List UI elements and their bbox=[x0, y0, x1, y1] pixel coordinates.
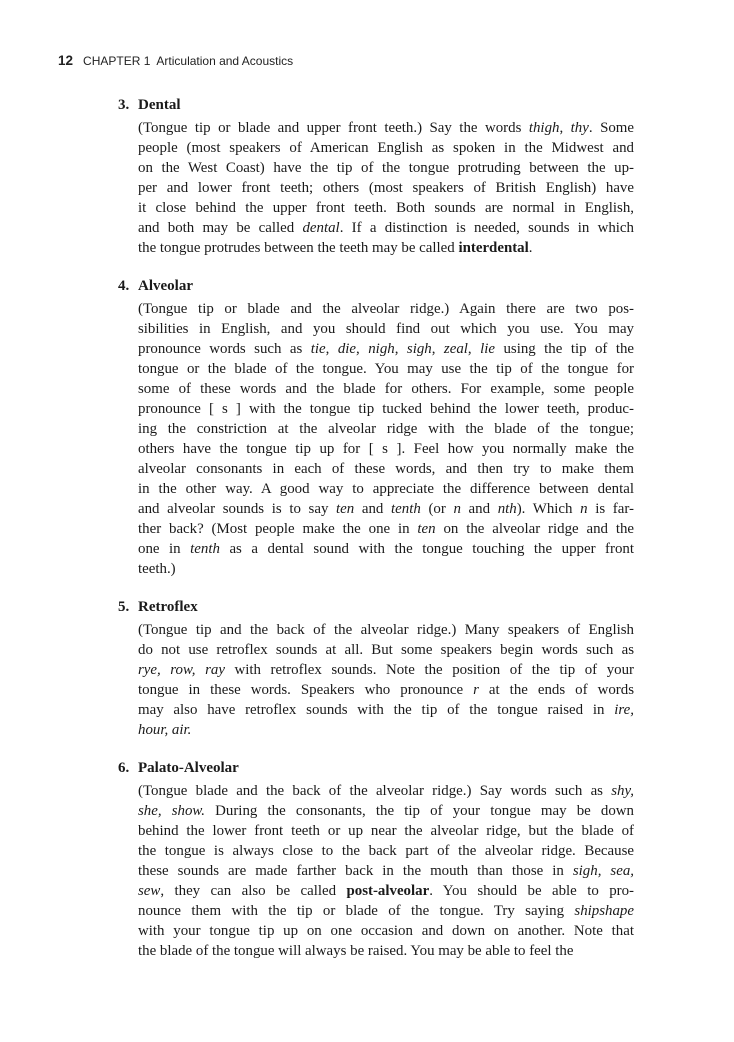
section-number: 4. bbox=[118, 278, 130, 294]
text-run: the blade of the tongue will always be raised. You may be able to feel the bbox=[138, 943, 574, 959]
text-run: , bbox=[394, 341, 407, 357]
text-run: alveolar consonants in each of these words, and then try to make them bbox=[138, 461, 634, 477]
text-run: teeth.) bbox=[138, 561, 176, 577]
paragraph-line bbox=[138, 539, 634, 559]
chapter-title: Articulation and Acoustics bbox=[156, 54, 294, 68]
paragraph-line bbox=[138, 841, 634, 861]
paragraph-line bbox=[138, 339, 634, 359]
text-run: (Tongue tip or blade and upper front teeth.) Say the words bbox=[138, 120, 529, 136]
text-run: (Tongue tip and the back of the alveolar ridge.) Many speakers of English bbox=[138, 622, 634, 638]
text-run: pronounce [ s ] with the tongue tip tucked behind the lower teeth, produc- bbox=[138, 401, 634, 417]
italic-text: thigh bbox=[528, 120, 560, 136]
text-run: . bbox=[528, 240, 533, 256]
text-run: at the ends of words bbox=[478, 682, 634, 698]
text-run: some of these words and the blade for others. For example, some people bbox=[138, 381, 634, 397]
italic-text: nigh bbox=[368, 341, 395, 357]
text-run: , bbox=[325, 341, 338, 357]
paragraph-line bbox=[138, 379, 634, 399]
italic-text: shipshape bbox=[574, 903, 634, 919]
text-run: ). Which bbox=[516, 501, 581, 517]
text-run: on the West Coast) have the tip of the tongue protruding between the up- bbox=[138, 160, 634, 176]
text-run: is far- bbox=[587, 501, 634, 517]
text-run: , bbox=[356, 341, 369, 357]
text-run: . Some bbox=[588, 120, 634, 136]
italic-text: sigh, sea, bbox=[572, 863, 635, 879]
paragraph-line bbox=[138, 299, 634, 319]
paragraph-line bbox=[138, 620, 634, 640]
text-run: with your tongue tip up on one occasion and down on another. Note that bbox=[138, 923, 634, 939]
text-run: ther back? (Most people make the one in bbox=[138, 521, 418, 537]
section-heading bbox=[118, 95, 634, 115]
italic-text: sigh bbox=[406, 341, 432, 357]
text-run: as a dental sound with the tongue touching the upper front bbox=[219, 541, 635, 557]
paragraph-line bbox=[138, 459, 634, 479]
italic-text: tenth bbox=[190, 541, 220, 557]
italic-text: nth bbox=[497, 501, 517, 517]
paragraph-line bbox=[138, 419, 634, 439]
paragraph-line bbox=[138, 640, 634, 660]
section-heading bbox=[118, 597, 634, 617]
bold-term: post-alveolar bbox=[346, 883, 430, 899]
italic-text: dental bbox=[302, 220, 340, 236]
italic-text: lie bbox=[480, 341, 495, 357]
paragraph-line bbox=[138, 178, 634, 198]
paragraph-line bbox=[138, 660, 634, 680]
text-run: pronounce words such as bbox=[138, 341, 311, 357]
text-run: sibilities in English, and you should find out which you use. You may bbox=[138, 321, 634, 337]
text-run: . If a distinction is needed, sounds in which bbox=[339, 220, 634, 236]
italic-text: ire, bbox=[614, 702, 634, 718]
bold-term: interdental bbox=[458, 240, 529, 256]
text-run: may also have retroflex sounds with the tip of the tongue raised in bbox=[138, 702, 615, 718]
paragraph-line bbox=[138, 700, 634, 720]
text-run: , bbox=[559, 120, 571, 136]
section-title: Dental bbox=[138, 97, 181, 113]
text-run: one in bbox=[138, 541, 191, 557]
section-dental bbox=[118, 95, 634, 258]
paragraph-line bbox=[138, 138, 634, 158]
italic-text: tie bbox=[310, 341, 326, 357]
paragraph-line bbox=[138, 399, 634, 419]
paragraph-line bbox=[138, 901, 634, 921]
paragraph-line bbox=[138, 359, 634, 379]
italic-text: zeal bbox=[443, 341, 468, 357]
text-run: others have the tongue tip up for [ s ]. Feel how you normally make the bbox=[138, 441, 634, 457]
section-alveolar bbox=[118, 276, 634, 579]
section-heading bbox=[118, 758, 634, 778]
paragraph-line bbox=[138, 479, 634, 499]
italic-text: die bbox=[337, 341, 357, 357]
text-run: using the tip of the bbox=[495, 341, 635, 357]
page-body bbox=[118, 95, 634, 979]
paragraph-line bbox=[138, 218, 634, 238]
text-run: people (most speakers of American English as spoken in the Midwest and bbox=[138, 140, 634, 156]
italic-text: thy bbox=[570, 120, 589, 136]
text-run: (or bbox=[420, 501, 454, 517]
text-run: the tongue protrudes between the teeth may be called bbox=[138, 240, 459, 256]
text-run: , bbox=[431, 341, 444, 357]
section-number: 5. bbox=[118, 599, 130, 615]
text-run: these sounds are made farther back in the mouth than those in bbox=[138, 863, 573, 879]
text-run: . You should be able to pro- bbox=[429, 883, 635, 899]
paragraph-line bbox=[138, 941, 634, 961]
text-run: nounce them with the tip or blade of the tongue. Try saying bbox=[138, 903, 575, 919]
paragraph-line bbox=[138, 319, 634, 339]
italic-text: ten bbox=[336, 501, 355, 517]
paragraph-line bbox=[138, 439, 634, 459]
paragraph-line bbox=[138, 921, 634, 941]
text-run: and alveolar sounds is to say bbox=[138, 501, 337, 517]
text-run: and both may be called bbox=[138, 220, 303, 236]
section-palato-alveolar bbox=[118, 758, 634, 961]
paragraph-line bbox=[138, 861, 634, 881]
paragraph-line bbox=[138, 881, 634, 901]
text-run: with retroflex sounds. Note the position of the tip of your bbox=[224, 662, 634, 678]
text-run: tongue in these words. Speakers who pronounce bbox=[138, 682, 474, 698]
paragraph-line bbox=[138, 238, 634, 258]
section-title: Alveolar bbox=[138, 278, 193, 294]
text-run: it close behind the upper front teeth. Both sounds are normal in English, bbox=[138, 200, 634, 216]
paragraph-line bbox=[138, 158, 634, 178]
text-run: and bbox=[460, 501, 498, 517]
italic-text: r bbox=[473, 682, 479, 698]
text-run: , bbox=[467, 341, 481, 357]
text-run: on the alveolar ridge and the bbox=[435, 521, 635, 537]
italic-text: tenth bbox=[391, 501, 421, 517]
page-number: 12 bbox=[58, 53, 74, 68]
paragraph-line bbox=[138, 680, 634, 700]
text-run: (Tongue blade and the back of the alveolar ridge.) Say words such as bbox=[138, 783, 612, 799]
italic-text: n bbox=[580, 501, 588, 517]
italic-text: she, show. bbox=[138, 803, 205, 819]
paragraph-line bbox=[138, 519, 634, 539]
paragraph-line bbox=[138, 720, 634, 740]
paragraph-line bbox=[138, 559, 634, 579]
text-run: do not use retroflex sounds at all. But some speakers begin words such as bbox=[138, 642, 634, 658]
italic-text: ten bbox=[417, 521, 436, 537]
italic-text: shy, bbox=[611, 783, 634, 799]
text-run: and bbox=[354, 501, 392, 517]
section-title: Retroflex bbox=[138, 599, 198, 615]
text-run: , they can also be called bbox=[160, 883, 347, 899]
chapter-label: CHAPTER 1 bbox=[83, 54, 151, 68]
text-run: During the consonants, the tip of your tongue may be down bbox=[204, 803, 635, 819]
paragraph-line bbox=[138, 118, 634, 138]
paragraph-line bbox=[138, 499, 634, 519]
section-number: 3. bbox=[118, 97, 130, 113]
paragraph-line bbox=[138, 198, 634, 218]
italic-text: rye, row, ray bbox=[138, 662, 225, 678]
section-retroflex bbox=[118, 597, 634, 740]
paragraph-line bbox=[138, 781, 634, 801]
text-run: (Tongue tip or blade and the alveolar ridge.) Again there are two pos- bbox=[138, 301, 634, 317]
paragraph-line bbox=[138, 801, 634, 821]
running-header bbox=[58, 53, 293, 68]
text-run: the tongue is always close to the back part of the alveolar ridge. Because bbox=[138, 843, 634, 859]
paragraph-line bbox=[138, 821, 634, 841]
section-title: Palato-Alveolar bbox=[138, 760, 239, 776]
italic-text: n bbox=[453, 501, 461, 517]
section-number: 6. bbox=[118, 760, 130, 776]
italic-text: hour, air. bbox=[138, 722, 192, 738]
text-run: behind the lower front teeth or up near the alveolar ridge, but the blade of bbox=[138, 823, 634, 839]
section-heading bbox=[118, 276, 634, 296]
text-run: in the other way. A good way to appreciate the difference between dental bbox=[138, 481, 634, 497]
italic-text: sew bbox=[138, 883, 161, 899]
text-run: per and lower front teeth; others (most speakers of British English) have bbox=[138, 180, 634, 196]
text-run: ing the constriction at the alveolar ridge with the blade of the tongue; bbox=[138, 421, 634, 437]
text-run: tongue or the blade of the tongue. You may use the tip of the tongue for bbox=[138, 361, 634, 377]
